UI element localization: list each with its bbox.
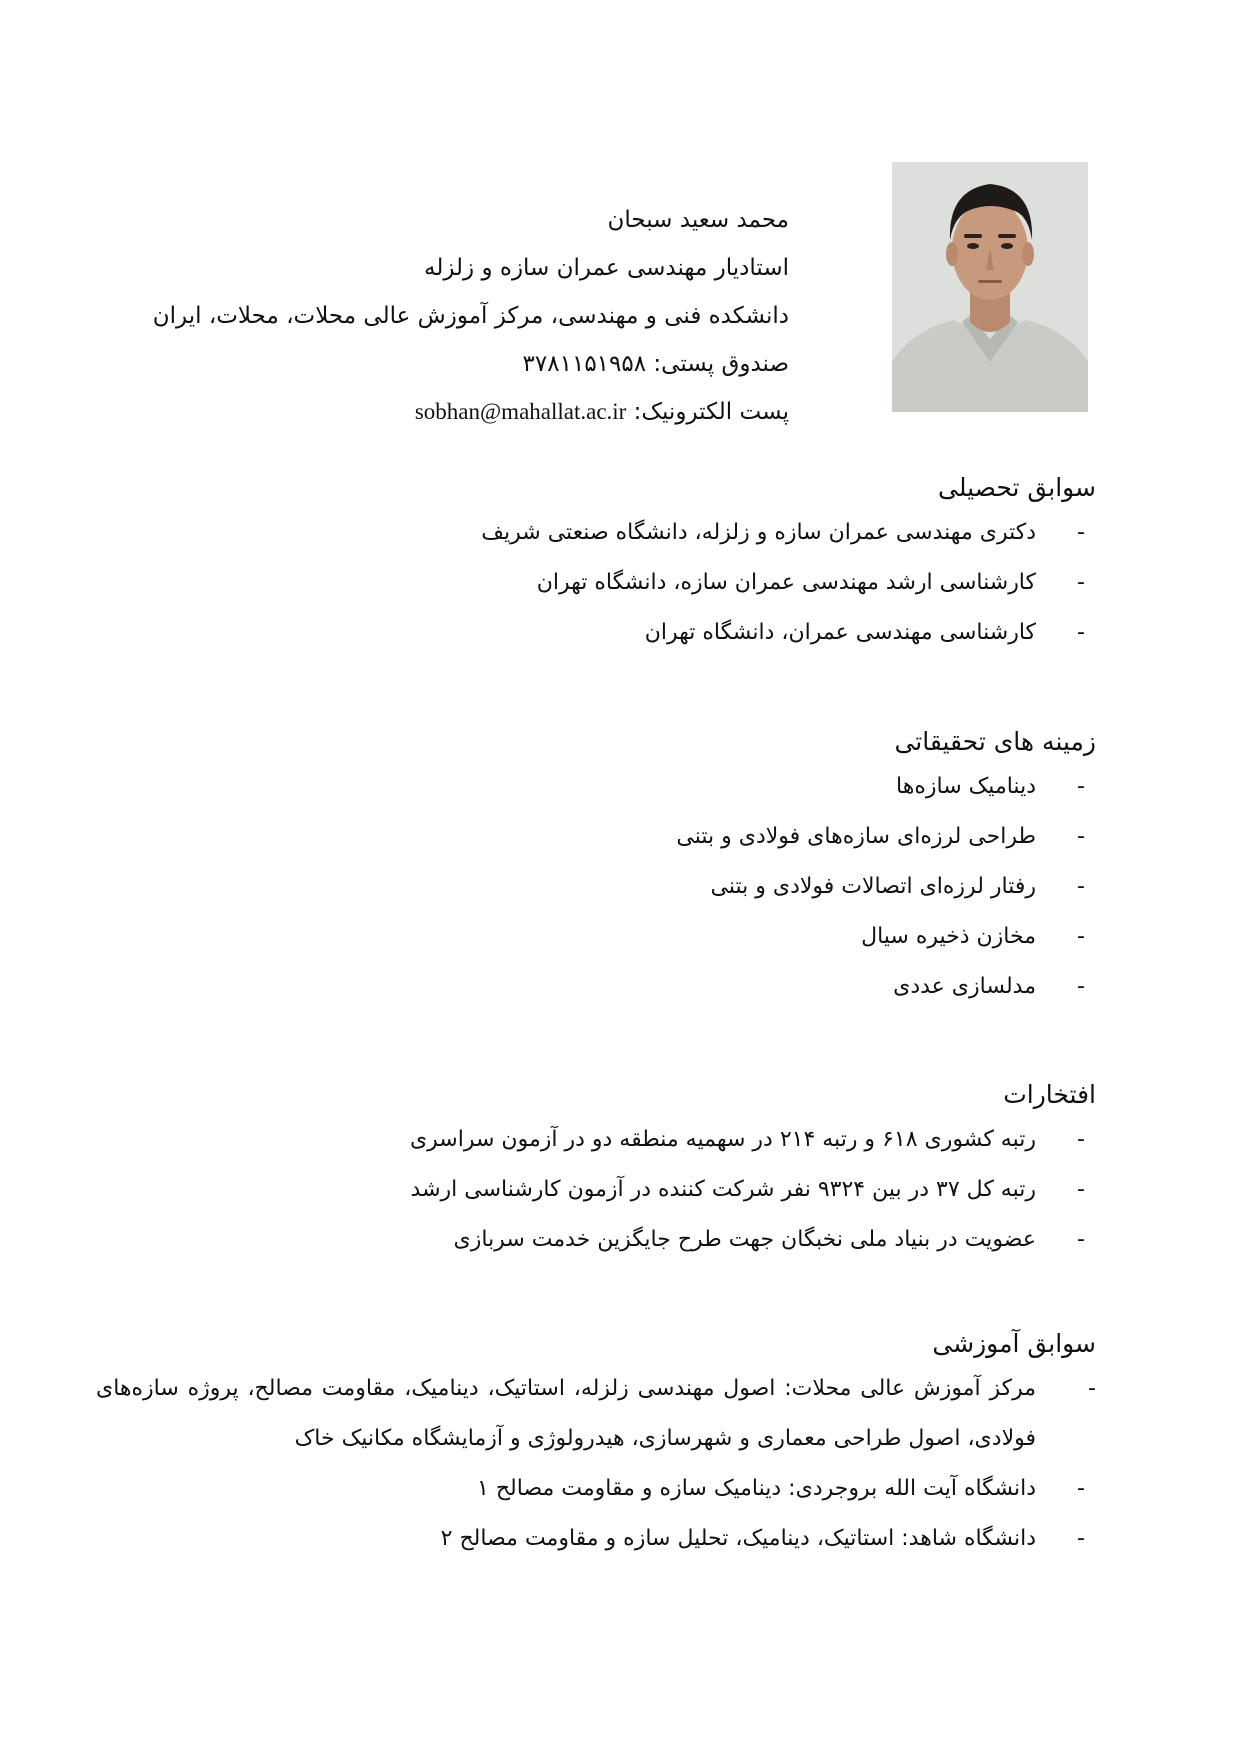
list-item [96,1514,1096,1564]
list-item [96,508,1096,558]
bullet-dash: - [1077,620,1085,645]
list-item [96,1364,1096,1464]
email-line [149,388,789,436]
list-item-text: رتبه کشوری ۶۱۸ و رتبه ۲۱۴ در سهمیه منطقه دو در آزمون سراسری [409,1127,1036,1152]
education-list [96,508,1096,658]
list-item [96,1215,1096,1265]
list-item-text: مرکز آموزش عالی محلات: اصول مهندسی زلزله، استاتیک، دینامیک، مقاومت مصالح، پروژه سازه‌های فولادی، اصول طراحی معماری و شهرسازی، هیدرولوژی و آزمایشگاه مکانیک خاک [96,1376,1036,1451]
academic-position: استادیار مهندسی عمران سازه و زلزله [424,255,789,281]
list-item-text: دانشگاه آیت الله بروجردی: دینامیک سازه و مقاومت مصالح ۱ [477,1476,1036,1501]
section-title-education: سوابق تحصیلی [938,473,1096,502]
list-item-text: کارشناسی مهندسی عمران، دانشگاه تهران [644,620,1036,645]
list-item-text: مدلسازی عددی [893,974,1036,999]
list-item [96,962,1096,1012]
section-title-teaching: سوابق آموزشی [932,1329,1096,1358]
bullet-dash: - [1077,924,1085,949]
list-item [96,1165,1096,1215]
honors-list [96,1115,1096,1265]
list-item-text: کارشناسی ارشد مهندسی عمران سازه، دانشگاه تهران [536,570,1036,595]
list-item-text: رتبه کل ۳۷ در بین ۹۳۲۴ نفر شرکت کننده در آزمون کارشناسی ارشد [410,1177,1036,1202]
list-item-text: دینامیک سازه‌ها [896,774,1036,799]
bullet-dash: - [1077,774,1085,799]
bullet-dash: - [1077,520,1085,545]
affiliation: دانشکده فنی و مهندسی، مرکز آموزش عالی محلات، محلات، ایران [152,303,789,329]
research-list [96,762,1096,1012]
section-title-honors: افتخارات [1003,1080,1096,1109]
list-item-text: رفتار لرزه‌ای اتصالات فولادی و بتنی [710,874,1036,899]
list-item [96,762,1096,812]
honors-section [96,1075,1096,1265]
research-section [96,722,1096,1012]
po-box-label: صندوق پستی: [653,351,789,377]
list-item [96,608,1096,658]
bullet-dash: - [1077,1526,1085,1551]
list-item [96,1464,1096,1514]
contact-info [149,196,789,436]
list-item [96,862,1096,912]
bullet-dash: - [1088,1376,1096,1401]
bullet-dash: - [1077,874,1085,899]
list-item [96,558,1096,608]
list-item-text: دکتری مهندسی عمران سازه و زلزله، دانشگاه صنعتی شریف [481,520,1036,545]
teaching-list [96,1364,1096,1564]
list-item [96,1115,1096,1165]
list-item [96,912,1096,962]
po-box-line [149,340,789,388]
list-item-text: طراحی لرزه‌ای سازه‌های فولادی و بتنی [676,824,1036,849]
education-section [96,468,1096,658]
list-item-text: دانشگاه شاهد: استاتیک، دینامیک، تحلیل سازه و مقاومت مصالح ۲ [440,1526,1036,1551]
email-link[interactable]: sobhan@mahallat.ac.ir [414,399,627,424]
email-label: پست الکترونیک: [633,399,789,425]
bullet-dash: - [1077,1227,1085,1252]
bullet-dash: - [1077,824,1085,849]
bullet-dash: - [1077,1476,1085,1501]
teaching-section [96,1324,1096,1564]
profile-photo [892,162,1088,412]
list-item-text: عضویت در بنیاد ملی نخبگان جهت طرح جایگزین خدمت سربازی [453,1227,1036,1252]
bullet-dash: - [1077,1127,1085,1152]
bullet-dash: - [1077,974,1085,999]
list-item-text: مخازن ذخیره سیال [861,924,1036,949]
po-box-number: ۳۷۸۱۱۵۱۹۵۸ [522,351,647,377]
person-name: محمد سعید سبحان [607,207,789,233]
bullet-dash: - [1077,570,1085,595]
bullet-dash: - [1077,1177,1085,1202]
list-item [96,812,1096,862]
section-title-research: زمینه های تحقیقاتی [894,727,1096,756]
